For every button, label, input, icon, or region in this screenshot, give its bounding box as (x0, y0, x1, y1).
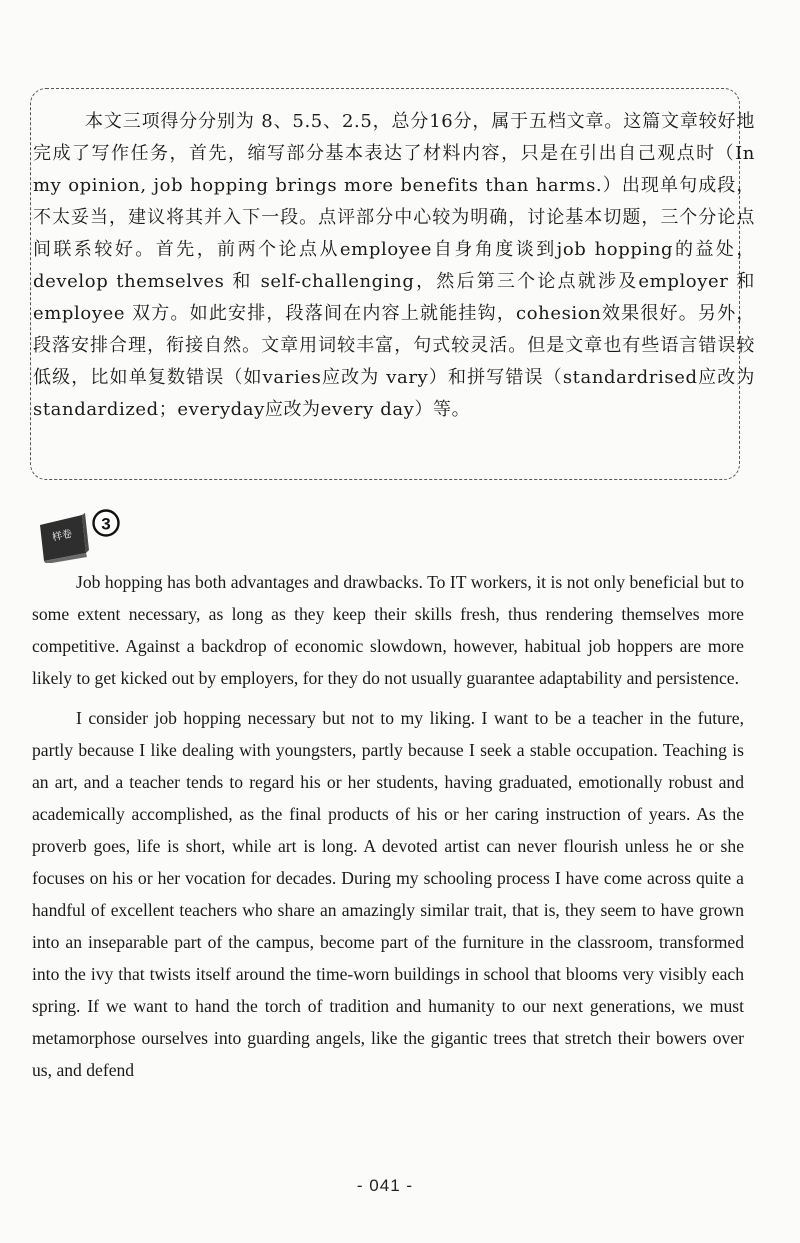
commentary-text: 本文三项得分分别为 8、5.5、2.5，总分16分，属于五档文章。这篇文章较好地完成了写作任务，首先，缩写部分基本表达了材料内容，只是在引出自己观点时（In my opinion, job hopping brings more benefits than harms.）出现单句成段，不太妥当，建议将其并入下一段。点评部分中心较为明确，讨论基本切题，三个分论点间联系较好。首先，前两个论点从employee自身角度谈到job hopping的益处，develop themselves 和 self-challenging，然后第三个论点就涉及employer 和 employee 双方。如此安排，段落间在内容上就能挂钩，cohesion效果很好。另外，段落安排合理，衔接自然。文章用词较丰富，句式较灵活。但是文章也有些语言错误较低级，比如单复数错误（如varies应改为 vary）和拼写错误（standardrised应改为standardized；everyday应改为every day）等。 (33, 111, 755, 420)
essay-paragraph: I consider job hopping necessary but not to my liking. I want to be a teacher in the future, partly because I like dealing with youngsters, partly because I seek a stable occupation. Teaching is an art, and a teacher tends to regard his or her students, having graduated, emotionally robust and academically accomplished, as the final products of his or her caring instruction of years. As the proverb goes, life is short, while art is long. A devoted artist can never flourish unless he or she focuses on his or her vocation for decades. During my schooling process I have come across quite a handful of excellent teachers who share an amazingly similar trait, that is, they seem to have grown into an inseparable part of the campus, become part of the furniture in the classroom, transformed into the ivy that twists itself around the time-worn buildings in school that blooms very visibly each spring. If we want to hand the torch of tradition and humanity to our next generations, we must metamorphose ourselves into guarding angels, like the gigantic trees that stretch their bowers over us, and defend (32, 708, 744, 1080)
essay-body (32, 566, 744, 1094)
badge-label: 样卷 (51, 528, 74, 544)
page-number: - 041 - (356, 1176, 414, 1195)
essay-paragraph: Job hopping has both advantages and drawbacks. To IT workers, it is not only beneficial but to some extent necessary, as long as they keep their skills fresh, thus rendering themselves more competitive. Against a backdrop of economic slowdown, however, habitual job hoppers are more likely to get kicked out by employers, for they do not usually guarantee adaptability and persistence. (32, 572, 744, 688)
sample-book-icon (40, 513, 89, 563)
essay-number: 3 (101, 514, 111, 534)
essay-marker (36, 503, 126, 563)
